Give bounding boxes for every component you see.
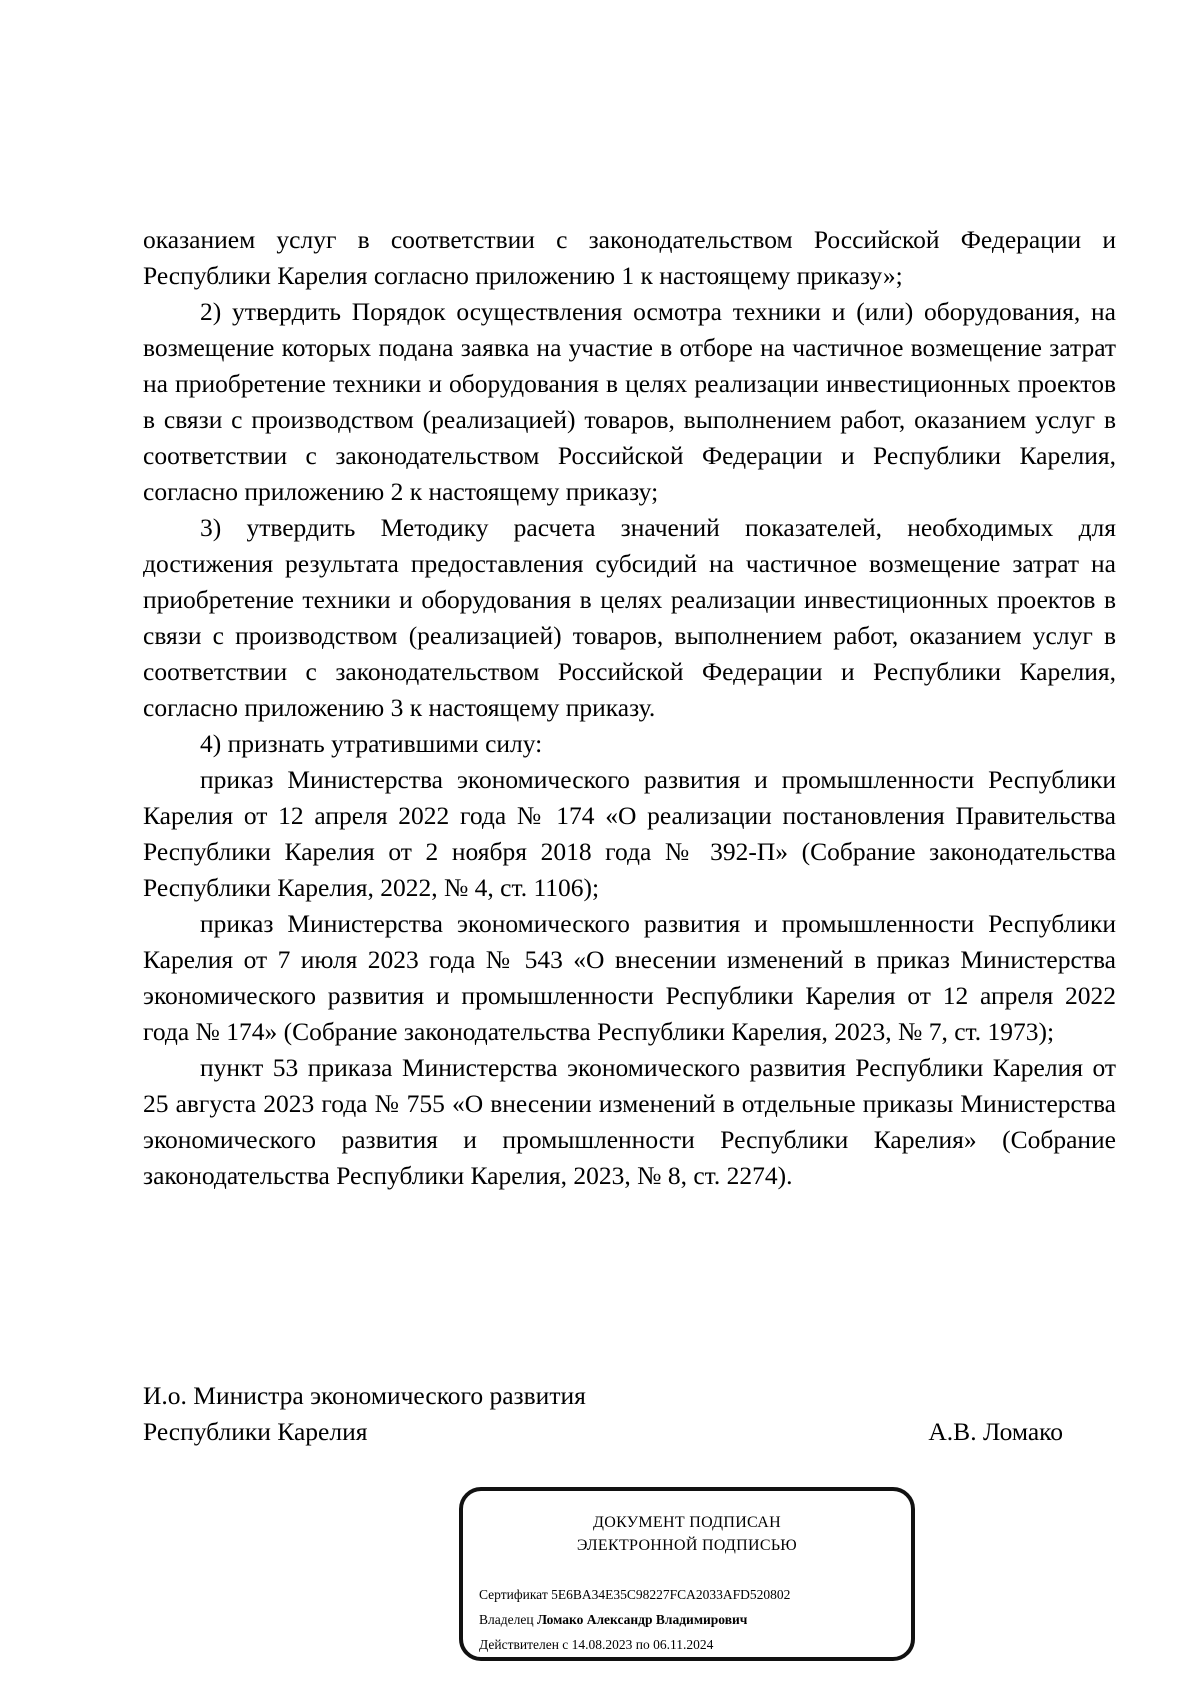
- document-body: [143, 222, 1116, 1194]
- stamp-title: [463, 1511, 911, 1557]
- paragraph-repealed-order-543: приказ Министерства экономического развития и промышленности Республики Карелия от 7 июля 2023 года № 543 «О внесении изменений в приказ Министерства экономического развития и промышленности Республики Карелия от 12 апреля 2022 года № 174» (Собрание законодательства Республики Карелия, 2023, № 7, ст. 1973);: [143, 909, 1116, 1046]
- paragraph-item-4: 4) признать утратившими силу:: [200, 729, 543, 758]
- owner-label: Владелец: [479, 1612, 534, 1627]
- paragraph-item-3: 3) утвердить Методику расчета значений показателей, необходимых для достижения результата предоставления субсидий на частичное возмещение затрат на приобретение техники и оборудования в целях реализации инвестиционных проектов в связи с производством (реализацией) товаров, выполнением работ, оказанием услуг в соответствии с законодательством Российской Федерации и Республики Карелия, согласно приложению 3 к настоящему приказу.: [143, 513, 1116, 722]
- paragraph-continuation: оказанием услуг в соответствии с законодательством Российской Федерации и Республики Карелия согласно приложению 1 к настоящему приказу»;: [143, 225, 1116, 290]
- valid-to: 06.11.2024: [653, 1637, 714, 1652]
- stamp-certificate-row: [479, 1582, 790, 1607]
- stamp-details: [479, 1582, 790, 1657]
- paragraph-repealed-order-174: приказ Министерства экономического развития и промышленности Республики Карелия от 12 апреля 2022 года № 174 «О реализации постановления Правительства Республики Карелия от 2 ноября 2018 года № 392-П» (Собрание законодательства Республики Карелия, 2022, № 4, ст. 1106);: [143, 765, 1116, 902]
- signer-position-line2: Республики Карелия: [143, 1417, 368, 1446]
- signature-block: [143, 1378, 1063, 1450]
- stamp-title-line1: ДОКУМЕНТ ПОДПИСАН: [593, 1514, 781, 1531]
- stamp-validity-row: [479, 1632, 790, 1657]
- paragraph-item-2: 2) утвердить Порядок осуществления осмотра техники и (или) оборудования, на возмещение которых подана заявка на участие в отборе на частичное возмещение затрат на приобретение техники и оборудования в целях реализации инвестиционных проектов в связи с производством (реализацией) товаров, выполнением работ, оказанием услуг в соответствии с законодательством Российской Федерации и Республики Карелия, согласно приложению 2 к настоящему приказу;: [143, 297, 1116, 506]
- signer-name: А.В. Ломако: [928, 1417, 1063, 1446]
- valid-from: 14.08.2023: [571, 1637, 633, 1652]
- paragraph-repealed-clause-53: пункт 53 приказа Министерства экономического развития Республики Карелия от 25 августа 2023 года № 755 «О внесении изменений в отдельные приказы Министерства экономического развития и промышленности Республики Карелия» (Собрание законодательства Республики Карелия, 2023, № 8, ст. 2274).: [143, 1053, 1116, 1190]
- valid-to-label: по: [635, 1637, 650, 1652]
- certificate-label: Сертификат: [479, 1587, 548, 1602]
- certificate-value: 5E6BA34E35C98227FCA2033AFD520802: [551, 1587, 791, 1602]
- stamp-title-line2: ЭЛЕКТРОННОЙ ПОДПИСЬЮ: [576, 1537, 798, 1554]
- signer-position-line1: И.о. Министра экономического развития: [143, 1381, 586, 1410]
- stamp-owner-row: [479, 1607, 790, 1632]
- electronic-signature-stamp: [459, 1487, 915, 1661]
- owner-value: Ломако Александр Владимирович: [536, 1612, 748, 1627]
- valid-label: Действителен с: [479, 1637, 569, 1652]
